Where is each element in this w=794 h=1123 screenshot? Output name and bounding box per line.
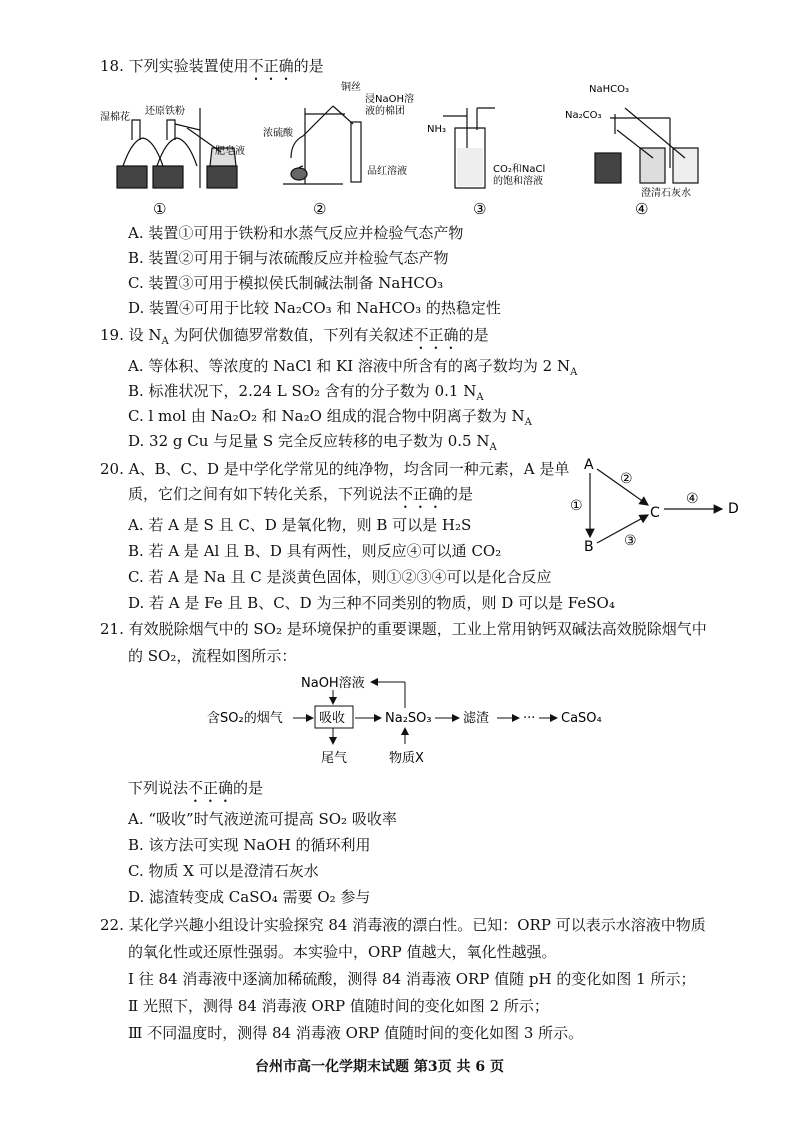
apparatus-4	[595, 108, 698, 183]
apparatus-3	[443, 108, 495, 188]
a4-label3: 澄清石灰水	[641, 188, 691, 199]
q19-option-b: B. 标准状况下，2.24 L SO₂ 含有的分子数为 0.1 $N_A$	[128, 382, 484, 403]
q20-stem-line2: 质，它们之间有如下转化关系，下列说法不正确的是	[128, 485, 474, 503]
q18-apparatus-figure	[95, 78, 705, 220]
q22-line5: Ⅲ 不同温度时，测得 84 消毒液 ORP 值随时间的变化如图 3 所示。	[128, 1024, 584, 1042]
flow-residue: 滤渣	[463, 711, 490, 726]
node-b: B	[584, 539, 594, 555]
a3-label1: NH₃	[427, 124, 447, 135]
a1-label2: 还原铁粉	[145, 106, 185, 117]
q20-option-d: D. 若 A 是 Fe 且 B、C、D 为三种不同类别的物质，则 D 可以是 FeSO₄	[128, 594, 615, 612]
q21-flow-diagram	[205, 670, 615, 770]
a4-label1: NaHCO₃	[589, 84, 629, 95]
q18-stem: 18. 下列实验装置使用不正确的是	[100, 57, 324, 75]
q19-option-c: C. l mol 由 Na₂O₂ 和 Na₂O 组成的混合物中阴离子数为 $N_A$	[128, 407, 532, 428]
flow-dots: ···	[523, 711, 536, 726]
q20-option-c: C. 若 A 是 Na 且 C 是淡黄色固体，则①②③④可以是化合反应	[128, 568, 552, 586]
flow-na2so3: Na₂SO₃	[385, 711, 432, 726]
a3-label2: CO₂和NaCl	[493, 164, 546, 175]
a2-label4: 液的棉团	[365, 106, 405, 117]
q21-stem-line2: 的 SO₂，流程如图所示：	[128, 647, 297, 665]
q22-line3: Ⅰ 往 84 消毒液中逐滴加稀硫酸，测得 84 消毒液 ORP 值随 pH 的变化如图 1 所示；	[128, 970, 696, 988]
a1-label3: 肥皂液	[215, 146, 245, 157]
q19-stem: 19. 设 $N_A$ 为阿伏伽德罗常数值，下列有关叙述不正确的是	[100, 326, 489, 347]
node-a: A	[584, 457, 594, 473]
a4-label2: Na₂CO₃	[565, 110, 602, 121]
node-c: C	[650, 505, 660, 521]
a4-num: ④	[635, 200, 649, 218]
q20-transform-diagram	[570, 455, 750, 555]
q20-option-a: A. 若 A 是 S 且 C、D 是氧化物，则 B 可以是 H₂S	[128, 516, 472, 534]
apparatus-2	[283, 106, 361, 184]
flow-tail: 尾气	[321, 751, 348, 766]
q18-option-b: B. 装置②可用于铜与浓硫酸反应并检验气态产物	[128, 249, 449, 267]
a2-label3: 浸NaOH溶	[365, 94, 414, 105]
q18-option-c: C. 装置③可用于模拟侯氏制碱法制备 NaHCO₃	[128, 274, 444, 292]
q22-line1: 22. 某化学兴趣小组设计实验探究 84 消毒液的漂白性。已知：ORP 可以表示水溶液中物质	[100, 916, 706, 934]
q21-option-c: C. 物质 X 可以是澄清石灰水	[128, 862, 319, 880]
reaction-2: ②	[620, 471, 633, 487]
q18-option-d: D. 装置④可用于比较 Na₂CO₃ 和 NaHCO₃ 的热稳定性	[128, 299, 501, 317]
page-footer: 台州市高一化学期末试题 第3页 共 6 页	[255, 1059, 504, 1075]
q21-prompt: 下列说法不正确的是	[128, 779, 264, 797]
a2-label2: 铜丝	[341, 82, 361, 93]
q22-line4: Ⅱ 光照下，测得 84 消毒液 ORP 值随时间的变化如图 2 所示；	[128, 997, 549, 1015]
a1-num: ①	[153, 200, 167, 218]
flow-naoh: NaOH溶液	[301, 676, 365, 691]
q21-option-d: D. 滤渣转变成 CaSO₄ 需要 O₂ 参与	[128, 888, 371, 906]
a3-num: ③	[473, 200, 487, 218]
q20-stem-line1: 20. A、B、C、D 是中学化学常见的纯净物，均含同一种元素，A 是单	[100, 460, 570, 478]
flow-caso4: CaSO₄	[561, 711, 602, 726]
reaction-3: ③	[624, 533, 637, 549]
q21-option-b: B. 该方法可实现 NaOH 的循环利用	[128, 836, 371, 854]
q22-line2: 的氧化性或还原性强弱。本实验中，ORP 值越大，氧化性越强。	[128, 943, 557, 961]
reaction-4: ④	[686, 491, 699, 507]
node-d: D	[728, 501, 739, 517]
q21-option-a: A. “吸收”时气液逆流可提高 SO₂ 吸收率	[128, 810, 397, 828]
q21-stem-line1: 21. 有效脱除烟气中的 SO₂ 是环境保护的重要课题，工业上常用钠钙双碱法高效脱除烟气中	[100, 620, 707, 638]
a2-num: ②	[313, 200, 327, 218]
flow-gas: 含SO₂的烟气	[207, 711, 283, 726]
q18-option-a: A. 装置①可用于铁粉和水蒸气反应并检验气态产物	[128, 224, 464, 242]
a2-label1: 浓硫酸	[263, 128, 293, 139]
a1-label1: 湿棉花	[100, 112, 130, 123]
q19-option-a: A. 等体积、等浓度的 NaCl 和 KI 溶液中所含有的离子数均为 2 $N_A$	[128, 357, 578, 378]
a2-label5: 品红溶液	[367, 166, 407, 177]
flow-absorb: 吸收	[319, 711, 346, 726]
flow-x: 物质X	[389, 751, 424, 766]
q20-option-b: B. 若 A 是 Al 且 B、D 具有两性，则反应④可以通 CO₂	[128, 542, 502, 560]
a3-label3: 的饱和溶液	[493, 176, 543, 187]
q19-option-d: D. 32 g Cu 与足量 S 完全反应转移的电子数为 0.5 $N_A$	[128, 432, 497, 453]
reaction-1: ①	[570, 498, 583, 514]
